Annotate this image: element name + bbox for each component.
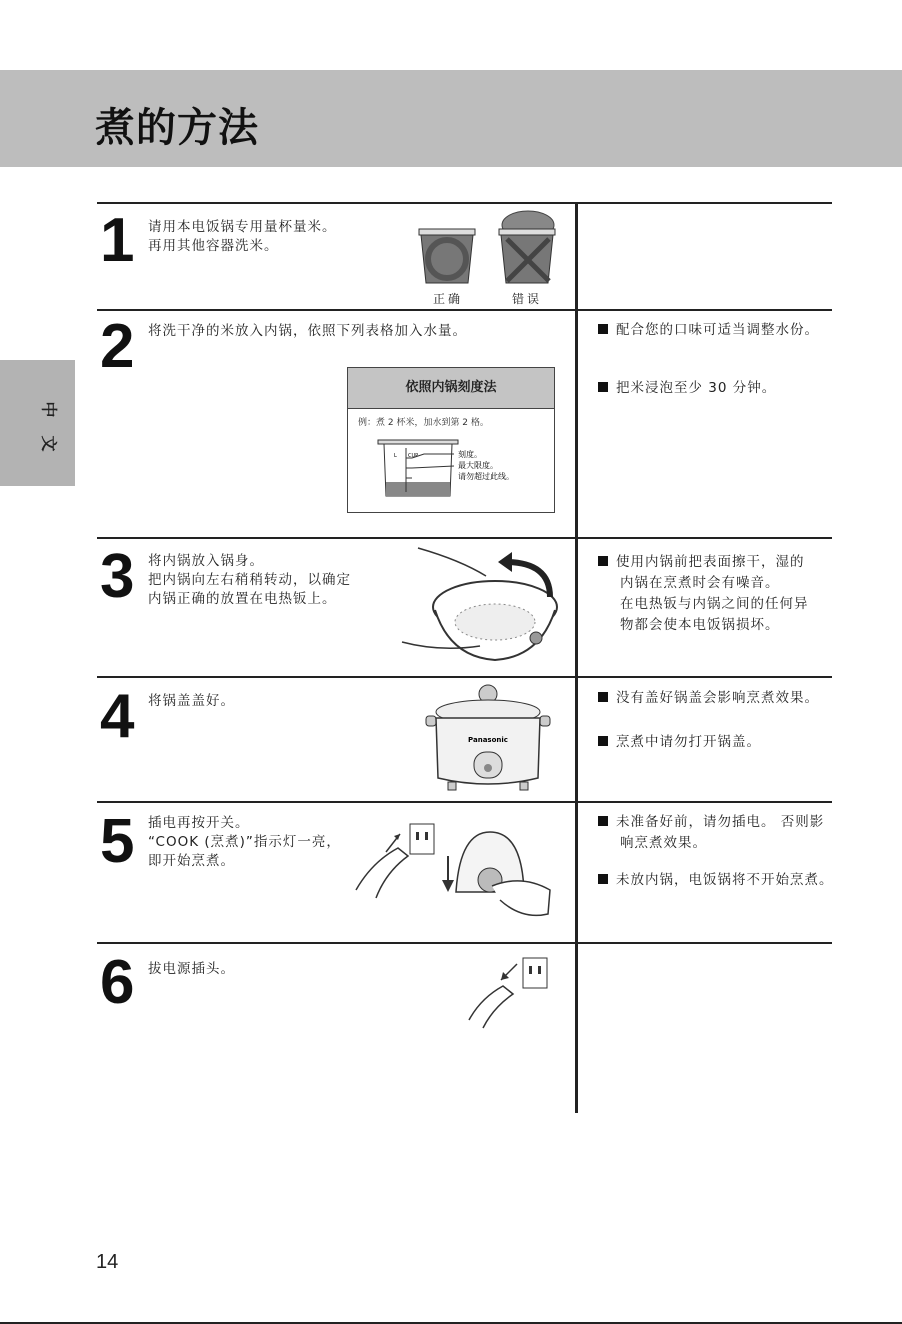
step-line: 将内锅放入锅身。 [148,553,264,569]
step-line: 请用本电饭锅专用量杯量米。 [148,219,337,235]
chart-annotation: 最大限度。 [458,461,498,470]
note-text: 使用内锅前把表面擦干，湿的 [616,554,805,570]
step-line: “COOK (烹煮)”指示灯一亮， [148,834,341,850]
step-text [148,218,337,256]
note-item [598,378,776,399]
step-line: 再用其他容器洗米。 [148,238,279,254]
note-text: 未准备好前，请勿插电。 否则影 [616,814,825,830]
step-text: 拔电源插头。 [148,961,235,977]
note-text: 在电热钣与内锅之间的任何异 [620,596,809,612]
row-divider [97,202,832,204]
bullet-icon [598,816,608,826]
step-number: 4 [100,682,135,751]
note-text: 未放内锅，电饭锅将不开始烹煮。 [616,872,834,888]
step-number: 2 [100,312,135,381]
row-divider [97,942,832,944]
bullet-icon [598,692,608,702]
note-text: 物都会使本电饭锅损坏。 [620,617,780,633]
note-item [598,732,761,753]
step-text [148,814,341,871]
step-line: 把内锅向左右稍稍转动，以确定 [148,572,351,588]
scale-cup-label: CUP [408,453,419,459]
page-number: 14 [96,1251,119,1273]
measuring-cup-illustration [410,205,570,287]
language-tab-label-1: 中 [39,401,59,418]
step-number: 6 [100,948,135,1017]
row-divider [97,801,832,803]
note-text: 把米浸泡至少 30 分钟。 [616,380,777,396]
row-divider [97,676,832,678]
note-item [598,870,834,891]
bullet-icon [598,874,608,884]
row-divider [97,309,832,311]
note-text: 没有盖好锅盖会影响烹煮效果。 [616,690,819,706]
note-text: 内锅在烹煮时会有噪音。 [620,575,780,591]
note-text: 响烹煮效果。 [620,835,707,851]
note-text: 配合您的口味可适当调整水份。 [616,322,819,338]
chart-title: 依照内锅刻度法 [348,368,554,409]
bullet-icon [598,382,608,392]
step-line: 插电再按开关。 [148,815,250,831]
wrong-caption: 错误 [512,292,543,306]
water-level-chart [347,367,555,513]
chart-annotation: 请勿超过此线。 [458,472,514,481]
page-title: 煮的方法 [95,105,259,151]
row-divider [97,537,832,539]
note-item [598,812,824,854]
scale-l-label: L [394,453,397,459]
plug-and-switch-illustration [352,812,562,930]
chart-annotation: 刻度。 [458,450,482,459]
unplug-illustration [465,950,555,1030]
brand-logo: Panasonic [468,736,508,744]
step-line: 即开始烹煮。 [148,853,235,869]
chart-example: 例：煮 2 杯米，加水到第 2 格。 [358,418,489,428]
note-text: 烹煮中请勿打开锅盖。 [616,734,761,750]
inner-pot-illustration [400,542,570,672]
bullet-icon [598,736,608,746]
language-tab-label-2: 文 [39,435,59,452]
step-text: 将洗干净的米放入内锅，依照下列表格加入水量。 [148,323,467,339]
step-text [148,552,351,609]
language-tab [0,360,75,486]
pot-scale-illustration [348,434,554,510]
bullet-icon [598,324,608,334]
note-item [598,552,809,636]
step-text: 将锅盖盖好。 [148,693,235,709]
column-divider [575,203,578,1113]
bullet-icon [598,556,608,566]
note-item [598,320,819,341]
note-item [598,688,819,709]
step-number: 5 [100,807,135,876]
rice-cooker-illustration [418,682,558,797]
step-number: 1 [100,206,135,275]
step-line: 内锅正确的放置在电热钣上。 [148,591,337,607]
correct-caption: 正确 [433,292,464,306]
step-number: 3 [100,542,135,611]
